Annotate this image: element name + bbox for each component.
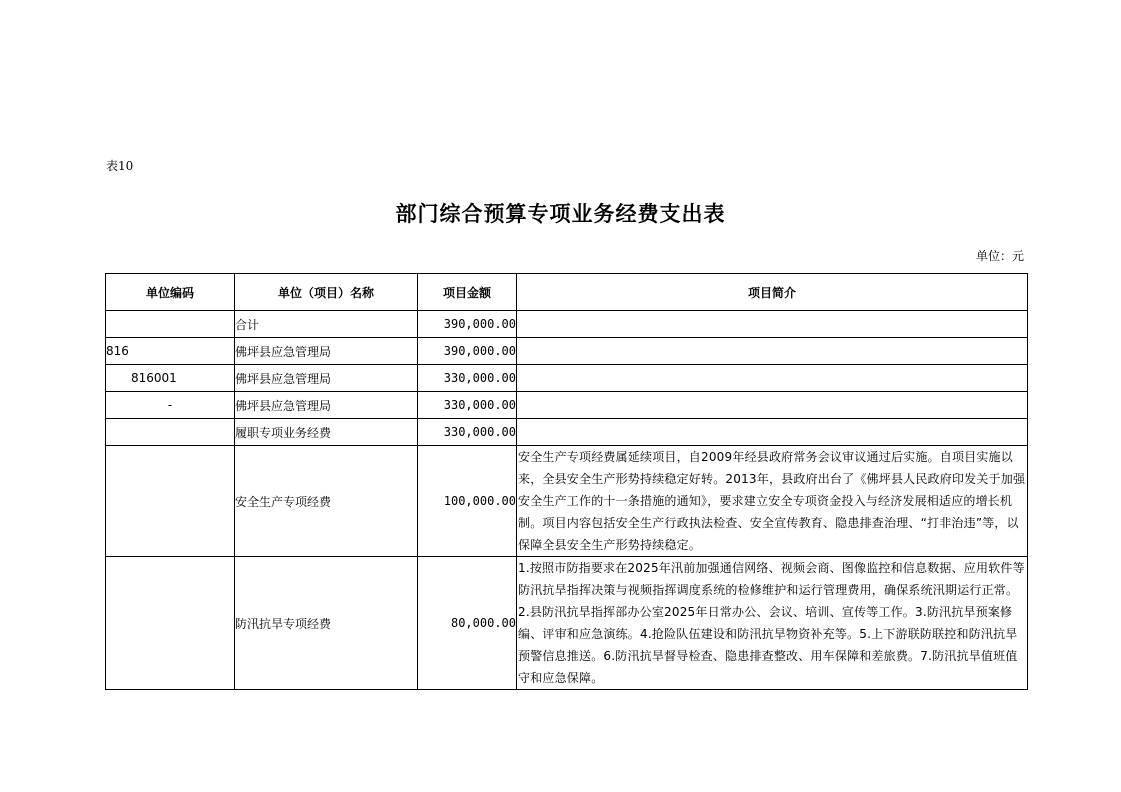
cell-name: 履职专项业务经费 <box>235 419 418 446</box>
table-row <box>106 557 1028 690</box>
table-row <box>106 311 1028 338</box>
cell-desc <box>517 365 1028 392</box>
cell-name: 安全生产专项经费 <box>235 446 418 557</box>
cell-code: - <box>106 392 235 419</box>
expenditure-table <box>105 273 1028 690</box>
unit-label: 单位：元 <box>975 249 1024 263</box>
header-code: 单位编码 <box>106 274 235 311</box>
table-row <box>106 419 1028 446</box>
cell-name: 佛坪县应急管理局 <box>235 338 418 365</box>
header-desc: 项目简介 <box>517 274 1028 311</box>
cell-code <box>106 419 235 446</box>
cell-amount: 100,000.00 <box>418 446 517 557</box>
cell-code <box>106 557 235 690</box>
header-amount: 项目金额 <box>418 274 517 311</box>
cell-code <box>106 311 235 338</box>
cell-desc: 安全生产专项经费属延续项目，自2009年经县政府常务会议审议通过后实施。自项目实施以来，全县安全生产形势持续稳定好转。2013年，县政府出台了《佛坪县人民政府印发关于加强安全生产工作的十一条措施的通知》，要求建立安全专项资金投入与经济发展相适应的增长机制。项目内容包括安全生产行政执法检查、安全宣传教育、隐患排查治理、“打非治违”等，以保障全县安全生产形势持续稳定。 <box>517 446 1028 557</box>
cell-amount: 330,000.00 <box>418 419 517 446</box>
table-row <box>106 392 1028 419</box>
cell-amount: 390,000.00 <box>418 311 517 338</box>
cell-desc: 1.按照市防指要求在2025年汛前加强通信网络、视频会商、图像监控和信息数据、应用软件等防汛抗旱指挥决策与视频指挥调度系统的检修维护和运行管理费用，确保系统汛期运行正常。2.县防汛抗旱指挥部办公室2025年日常办公、会议、培训、宣传等工作。3.防汛抗旱预案修编、评审和应急演练。4.抢险队伍建设和防汛抗旱物资补充等。5.上下游联防联控和防汛抗旱预警信息推送。6.防汛抗旱督导检查、隐患排查整改、用车保障和差旅费。7.防汛抗旱值班值守和应急保障。 <box>517 557 1028 690</box>
cell-amount: 330,000.00 <box>418 392 517 419</box>
table-row <box>106 365 1028 392</box>
cell-amount: 390,000.00 <box>418 338 517 365</box>
header-name: 单位（项目）名称 <box>235 274 418 311</box>
cell-name: 合计 <box>235 311 418 338</box>
cell-code: 816001 <box>106 365 235 392</box>
cell-desc <box>517 338 1028 365</box>
cell-name: 防汛抗旱专项经费 <box>235 557 418 690</box>
table-header-row <box>106 274 1028 311</box>
cell-desc <box>517 419 1028 446</box>
cell-desc <box>517 311 1028 338</box>
table-number: 表10 <box>106 159 134 173</box>
cell-name: 佛坪县应急管理局 <box>235 392 418 419</box>
table-row <box>106 446 1028 557</box>
cell-amount: 330,000.00 <box>418 365 517 392</box>
cell-code: 816 <box>106 338 235 365</box>
page-title: 部门综合预算专项业务经费支出表 <box>395 201 726 226</box>
cell-desc <box>517 392 1028 419</box>
cell-code <box>106 446 235 557</box>
table-row <box>106 338 1028 365</box>
cell-amount: 80,000.00 <box>418 557 517 690</box>
cell-name: 佛坪县应急管理局 <box>235 365 418 392</box>
